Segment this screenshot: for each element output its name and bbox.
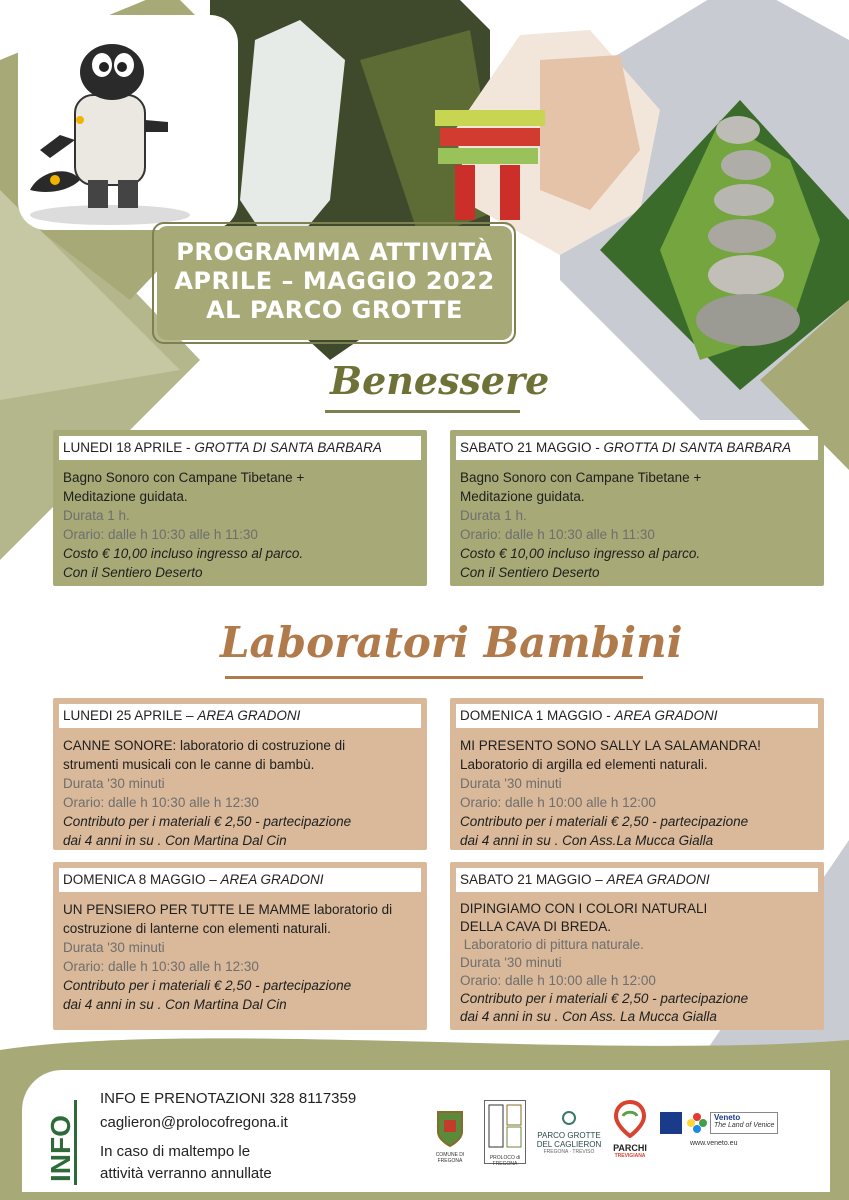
event-place: AREA GRADONI: [606, 872, 710, 887]
parchi-pin-icon: [613, 1100, 647, 1138]
event-place: AREA GRADONI: [197, 708, 301, 723]
info-phone: INFO E PRENOTAZIONI 328 8117359: [100, 1090, 357, 1107]
parco-icon: [559, 1110, 579, 1126]
event-desc-3: Laboratorio di pittura naturale.: [460, 937, 644, 952]
event-place: AREA GRADONI: [614, 708, 718, 723]
veneto-flower-icon: [686, 1112, 708, 1134]
info-email[interactable]: caglieron@prolocofregona.it: [100, 1114, 288, 1131]
proloco-logo: [484, 1100, 526, 1167]
event-time: Orario: dalle h 10:30 alle h 11:30: [460, 527, 655, 542]
event-desc-1: DIPINGIAMO CON I COLORI NATURALI: [460, 901, 708, 916]
veneto-url[interactable]: www.veneto.eu: [690, 1140, 738, 1147]
event-duration: Durata 1 h.: [460, 508, 527, 523]
event-date: LUNEDI 25 APRILE –: [63, 708, 198, 723]
event-date: SABATO 21 MAGGIO -: [460, 440, 604, 455]
laboratori-underline: [225, 676, 643, 679]
title-line-3: AL PARCO GROTTE: [206, 296, 463, 324]
event-desc-1: UN PENSIERO PER TUTTE LE MAMME laboratorio di: [63, 902, 393, 917]
event-duration: Durata '30 minuti: [63, 776, 165, 791]
event-date: LUNEDI 18 APRILE -: [63, 440, 195, 455]
event-cost: Contributo per i materiali € 2,50 - partecipazione: [63, 978, 352, 993]
event-desc-1: Bagno Sonoro con Campane Tibetane +: [460, 470, 702, 485]
parco-line-3: FREGONA · TREVISO: [543, 1149, 595, 1155]
crest-icon: [435, 1108, 465, 1148]
title-line-1: PROGRAMMA ATTIVITÀ: [176, 238, 493, 266]
veneto-title: Veneto: [714, 1113, 741, 1122]
event-time: Orario: dalle h 10:30 alle h 12:30: [63, 959, 259, 974]
lab-card-3: [53, 862, 427, 1030]
event-time: Orario: dalle h 10:00 alle h 12:00: [460, 795, 656, 810]
veneto-logo: [660, 1112, 780, 1156]
card-body: [63, 900, 421, 1014]
info-label-vertical: [44, 1100, 80, 1185]
event-time: Orario: dalle h 10:30 alle h 11:30: [63, 527, 258, 542]
lion-icon: [660, 1112, 682, 1134]
card-header: [59, 868, 421, 892]
event-duration: Durata 1 h.: [63, 508, 130, 523]
event-duration: Durata '30 minuti: [460, 955, 562, 970]
event-place: AREA GRADONI: [220, 872, 324, 887]
parchi-label: PARCHI: [613, 1143, 647, 1153]
card-body: [460, 900, 818, 1026]
event-desc-2: Meditazione guidata.: [460, 489, 585, 504]
proloco-icon: [485, 1101, 525, 1151]
info-label: INFO: [45, 1115, 76, 1182]
info-weather-note-2: attività verranno annullate: [100, 1165, 272, 1182]
event-date: DOMENICA 8 MAGGIO –: [63, 872, 221, 887]
veneto-subtitle: The Land of Venice: [714, 1122, 775, 1129]
event-time: Orario: dalle h 10:00 alle h 12:00: [460, 973, 656, 988]
section-title-benessere: Benessere: [330, 358, 550, 403]
event-desc-2: Laboratorio di argilla ed elementi naturali.: [460, 757, 708, 772]
event-guide: dai 4 anni in su . Con Martina Dal Cin: [63, 833, 287, 848]
event-cost: Contributo per i materiali € 2,50 - partecipazione: [63, 814, 352, 829]
card-header: [59, 704, 421, 728]
parchi-sublabel: TREVIGIANA: [614, 1153, 646, 1159]
event-guide: Con il Sentiero Deserto: [460, 565, 600, 580]
card-body: [460, 468, 818, 582]
event-cost: Contributo per i materiali € 2,50 - partecipazione: [460, 814, 749, 829]
card-body: [63, 736, 421, 850]
event-date: DOMENICA 1 MAGGIO -: [460, 708, 615, 723]
event-time: Orario: dalle h 10:30 alle h 12:30: [63, 795, 259, 810]
lab-card-2: [450, 698, 824, 850]
event-place: GROTTA DI SANTA BARBARA: [194, 440, 382, 455]
event-duration: Durata '30 minuti: [460, 776, 562, 791]
program-title: [157, 226, 512, 340]
event-cost: Costo € 10,00 incluso ingresso al parco.: [63, 546, 304, 561]
card-body: [63, 468, 421, 582]
parco-line-2: DEL CAGLIERON: [536, 1140, 602, 1149]
event-desc-1: Bagno Sonoro con Campane Tibetane +: [63, 470, 305, 485]
comune-label: COMUNE DI FREGONA: [435, 1152, 465, 1164]
card-header: [456, 436, 818, 460]
benessere-underline: [325, 410, 520, 413]
event-desc-2: Meditazione guidata.: [63, 489, 188, 504]
title-line-2: APRILE – MAGGIO 2022: [174, 267, 495, 295]
event-desc-2: DELLA CAVA DI BREDA.: [460, 919, 612, 934]
event-guide: Con il Sentiero Deserto: [63, 565, 203, 580]
event-cost: Contributo per i materiali € 2,50 - partecipazione: [460, 991, 749, 1006]
card-header: [456, 868, 818, 892]
benessere-card-1: [53, 430, 427, 586]
card-header: [59, 436, 421, 460]
benessere-card-2: [450, 430, 824, 586]
event-desc-1: CANNE SONORE: laboratorio di costruzione di: [63, 738, 346, 753]
info-weather-note-1: In caso di maltempo le: [100, 1143, 251, 1160]
event-duration: Durata '30 minuti: [63, 940, 165, 955]
event-guide: dai 4 anni in su . Con Ass.La Mucca Gialla: [460, 833, 714, 848]
proloco-label: PROLOCO di FREGONA: [489, 1155, 521, 1167]
comune-logo: [424, 1108, 476, 1164]
lab-card-4: [450, 862, 824, 1030]
parco-line-1: PARCO GROTTE: [537, 1131, 601, 1140]
parchi-logo: [608, 1100, 652, 1170]
event-cost: Costo € 10,00 incluso ingresso al parco.: [460, 546, 701, 561]
event-date: SABATO 21 MAGGIO –: [460, 872, 607, 887]
event-place: GROTTA DI SANTA BARBARA: [603, 440, 792, 455]
card-body: [460, 736, 818, 850]
event-guide: dai 4 anni in su . Con Ass. La Mucca Gialla: [460, 1009, 717, 1024]
event-desc-2: strumenti musicali con le canne di bambù.: [63, 757, 315, 772]
lab-card-1: [53, 698, 427, 850]
event-desc-1: MI PRESENTO SONO SALLY LA SALAMANDRA!: [460, 738, 761, 753]
card-header: [456, 704, 818, 728]
parco-grotte-logo: [534, 1110, 604, 1160]
event-guide: dai 4 anni in su . Con Martina Dal Cin: [63, 997, 287, 1012]
event-desc-2: costruzione di lanterne con elementi naturali.: [63, 921, 331, 936]
section-title-laboratori: Laboratori Bambini: [220, 618, 683, 667]
